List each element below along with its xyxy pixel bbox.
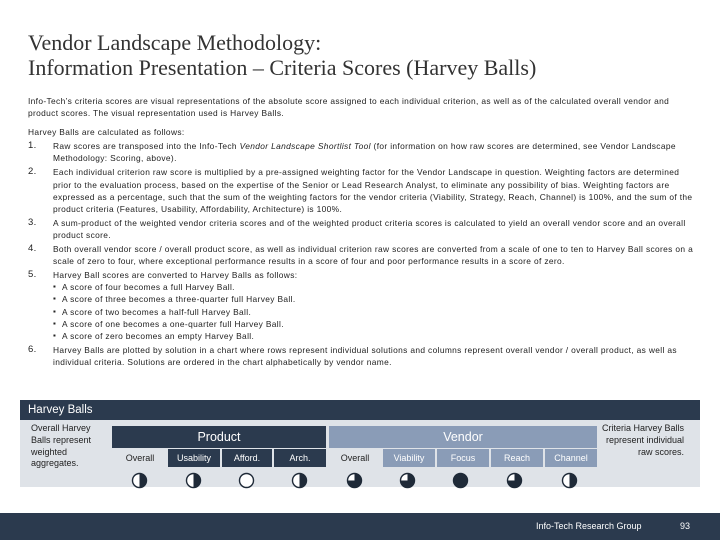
calc-intro: Harvey Balls are calculated as follows: [28,127,185,138]
footer-org: Info-Tech Research Group [536,521,642,531]
harvey-ball-afford [238,472,255,489]
step-number: 4. [28,243,37,255]
column-usability: Usability [168,449,220,467]
step-number: 5. [28,269,37,281]
overall-note: Overall Harvey Balls represent weighted aggregates. [31,423,92,469]
step-5 [28,269,694,342]
step-text: Harvey Balls are plotted by solution in a chart where rows represent individual solutions and columns represent overall vendor / overall product, as well as individual criteria. Solutions are ordered in the chart alphabetically by vendor name. [53,344,677,367]
conversion-item: ▪ A score of zero becomes an empty Harvey Ball. [53,330,694,342]
step-2 [28,166,694,214]
harvey-ball-vendor-overall [346,472,363,489]
conversion-list [53,281,694,341]
step-number: 1. [28,140,37,152]
step-1 [28,140,694,164]
title-line-1: Vendor Landscape Methodology: [28,30,322,55]
conversion-item: ▪ A score of three becomes a three-quarter full Harvey Ball. [53,293,694,305]
conversion-item: ▪ A score of four becomes a full Harvey Ball. [53,281,694,293]
conversion-item: ▪ A score of one becomes a one-quarter full Harvey Ball. [53,318,694,330]
harvey-ball-channel [561,472,578,489]
harvey-ball-viability [399,472,416,489]
harvey-ball-arch [291,472,308,489]
conversion-item: ▪ A score of two becomes a half-full Harvey Ball. [53,306,694,318]
step-text: Raw scores are transposed into the Info-Tech [53,141,240,152]
harvey-ball-usability [185,472,202,489]
criteria-note: Criteria Harvey Balls represent individual raw scores. [601,423,684,458]
step-text: Each individual criterion raw score is multiplied by a pre-assigned weighting factor for the Vendor Landscape in question. Weighting factors are determined prior to the evaluation process, based on the expertise of the Senior or Lead Research Analyst, to eliminate any possibility of bias. Weighting factors are expressed as a percentage, such that the sum of the weighting factors for the vendor criteria (Viability, Strategy, Reach, Channel) is 100%, and the sum of the product criteria (Features, Usability, Affordability, Architecture) is 100%. [53,167,693,214]
step-number: 2. [28,166,37,178]
column-vendor-overall: Overall [340,453,370,463]
column-focus: Focus [437,449,489,467]
column-arch: Arch. [274,449,326,467]
column-product-overall: Overall [125,453,155,463]
step-text: Both overall vendor score / overall product score, as well as individual criterion raw scores are converted from a scale of one to ten to Harvey Ball scores on a scale of zero to four, where exceptional performance results in a score of four and poor performance results in a score of zero. [53,244,694,267]
slide-title [28,30,708,80]
vendor-header: Vendor [329,426,597,448]
step-4 [28,243,694,267]
step-6 [28,344,694,368]
tool-name: Vendor Landscape Shortlist Tool [239,141,371,152]
page-number: 93 [680,521,691,531]
product-header: Product [112,426,326,448]
column-channel: Channel [545,449,597,467]
harvey-panel-header: Harvey Balls [20,400,700,420]
harvey-ball-focus [452,472,469,489]
step-text: (for information on how raw scores are determined, see Vendor Landscape Methodology: Scoring, above). [53,141,676,164]
title-line-2: Information Presentation – Criteria Scores (Harvey Balls) [28,55,537,80]
step-3 [28,217,694,241]
column-viability: Viability [383,449,435,467]
intro-paragraph: Info-Tech’s criteria scores are visual representations of the absolute score assigned to each individual criterion, as well as of the calculated overall vendor and product scores. The visual representation used is Harvey Balls. [28,96,670,119]
step-number: 3. [28,216,37,228]
step-number: 6. [28,343,37,355]
harvey-ball-product-overall [131,472,148,489]
step-text: A sum-product of the weighted vendor criteria scores and of the weighted product criteria scores is calculated to yield an overall vendor score and an overall product score. [53,217,686,240]
body-text [28,95,694,368]
column-afford: Afford. [222,449,272,467]
column-reach: Reach [491,449,543,467]
step-text: Harvey Ball scores are converted to Harvey Balls as follows: [53,270,298,281]
harvey-ball-reach [506,472,523,489]
